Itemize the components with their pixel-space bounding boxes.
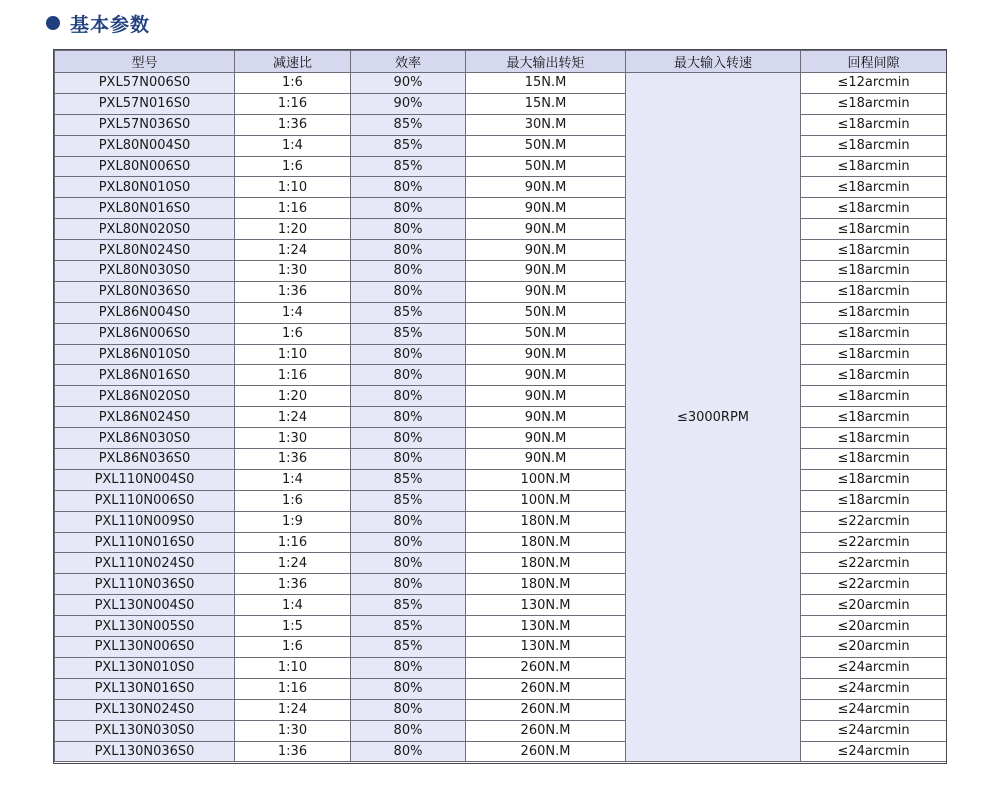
- ratio-cell: 1:4: [235, 302, 351, 323]
- ratio-cell: 1:6: [235, 323, 351, 344]
- table-row: [55, 699, 947, 720]
- section-heading: [46, 10, 150, 36]
- model-cell: PXL80N030S0: [55, 261, 235, 282]
- torque-cell: 90N.M: [466, 219, 626, 240]
- torque-cell: 90N.M: [466, 240, 626, 261]
- model-cell: PXL86N024S0: [55, 407, 235, 428]
- backlash-cell: ≤24arcmin: [801, 657, 947, 678]
- torque-cell: 90N.M: [466, 407, 626, 428]
- backlash-cell: ≤18arcmin: [801, 323, 947, 344]
- table-row: [55, 135, 947, 156]
- ratio-cell: 1:16: [235, 198, 351, 219]
- backlash-cell: ≤20arcmin: [801, 616, 947, 637]
- model-cell: PXL57N016S0: [55, 93, 235, 114]
- table-row: [55, 574, 947, 595]
- model-cell: PXL110N006S0: [55, 490, 235, 511]
- ratio-cell: 1:4: [235, 135, 351, 156]
- ratio-cell: 1:5: [235, 616, 351, 637]
- backlash-cell: ≤20arcmin: [801, 595, 947, 616]
- model-cell: PXL110N036S0: [55, 574, 235, 595]
- backlash-cell: ≤18arcmin: [801, 407, 947, 428]
- header-backlash: 回程间隙: [801, 51, 947, 73]
- ratio-cell: 1:16: [235, 532, 351, 553]
- ratio-cell: 1:36: [235, 449, 351, 470]
- ratio-cell: 1:16: [235, 365, 351, 386]
- model-cell: PXL86N030S0: [55, 428, 235, 449]
- ratio-cell: 1:6: [235, 73, 351, 94]
- model-cell: PXL86N036S0: [55, 449, 235, 470]
- table-row: [55, 595, 947, 616]
- ratio-cell: 1:4: [235, 595, 351, 616]
- efficiency-cell: 85%: [351, 469, 466, 490]
- ratio-cell: 1:16: [235, 678, 351, 699]
- efficiency-cell: 80%: [351, 699, 466, 720]
- table-row: [55, 428, 947, 449]
- table-row: [55, 261, 947, 282]
- table-row: [55, 553, 947, 574]
- bullet-icon: [46, 16, 60, 30]
- backlash-cell: ≤12arcmin: [801, 73, 947, 94]
- model-cell: PXL80N006S0: [55, 156, 235, 177]
- backlash-cell: ≤18arcmin: [801, 93, 947, 114]
- model-cell: PXL57N006S0: [55, 73, 235, 94]
- efficiency-cell: 85%: [351, 595, 466, 616]
- torque-cell: 50N.M: [466, 135, 626, 156]
- torque-cell: 90N.M: [466, 344, 626, 365]
- backlash-cell: ≤18arcmin: [801, 449, 947, 470]
- ratio-cell: 1:24: [235, 699, 351, 720]
- torque-cell: 130N.M: [466, 595, 626, 616]
- efficiency-cell: 80%: [351, 741, 466, 762]
- efficiency-cell: 85%: [351, 302, 466, 323]
- ratio-cell: 1:10: [235, 657, 351, 678]
- efficiency-cell: 80%: [351, 365, 466, 386]
- efficiency-cell: 80%: [351, 344, 466, 365]
- ratio-cell: 1:24: [235, 553, 351, 574]
- ratio-cell: 1:36: [235, 281, 351, 302]
- ratio-cell: 1:36: [235, 114, 351, 135]
- table-row: [55, 93, 947, 114]
- backlash-cell: ≤18arcmin: [801, 114, 947, 135]
- table-row: [55, 386, 947, 407]
- backlash-cell: ≤18arcmin: [801, 261, 947, 282]
- header-max-output-torque: 最大输出转矩: [466, 51, 626, 73]
- model-cell: PXL110N024S0: [55, 553, 235, 574]
- ratio-cell: 1:24: [235, 240, 351, 261]
- backlash-cell: ≤18arcmin: [801, 365, 947, 386]
- torque-cell: 15N.M: [466, 93, 626, 114]
- model-cell: PXL130N030S0: [55, 720, 235, 741]
- table-row: [55, 156, 947, 177]
- ratio-cell: 1:6: [235, 490, 351, 511]
- ratio-cell: 1:30: [235, 261, 351, 282]
- efficiency-cell: 90%: [351, 93, 466, 114]
- efficiency-cell: 85%: [351, 323, 466, 344]
- model-cell: PXL80N024S0: [55, 240, 235, 261]
- max-input-speed-cell: ≤3000RPM: [626, 73, 801, 762]
- backlash-cell: ≤22arcmin: [801, 574, 947, 595]
- ratio-cell: 1:16: [235, 93, 351, 114]
- table-row: [55, 407, 947, 428]
- model-cell: PXL130N006S0: [55, 637, 235, 658]
- torque-cell: 180N.M: [466, 532, 626, 553]
- torque-cell: 260N.M: [466, 741, 626, 762]
- backlash-cell: ≤18arcmin: [801, 490, 947, 511]
- table-row: [55, 678, 947, 699]
- torque-cell: 50N.M: [466, 156, 626, 177]
- model-cell: PXL130N010S0: [55, 657, 235, 678]
- table-row: [55, 616, 947, 637]
- table-row: [55, 114, 947, 135]
- table-row: [55, 73, 947, 94]
- model-cell: PXL130N004S0: [55, 595, 235, 616]
- model-cell: PXL130N016S0: [55, 678, 235, 699]
- torque-cell: 30N.M: [466, 114, 626, 135]
- table-row: [55, 511, 947, 532]
- table-row: [55, 344, 947, 365]
- efficiency-cell: 80%: [351, 198, 466, 219]
- efficiency-cell: 85%: [351, 616, 466, 637]
- torque-cell: 180N.M: [466, 553, 626, 574]
- torque-cell: 15N.M: [466, 73, 626, 94]
- table-row: [55, 637, 947, 658]
- table-row: [55, 469, 947, 490]
- efficiency-cell: 85%: [351, 156, 466, 177]
- spec-table: [54, 50, 947, 762]
- backlash-cell: ≤18arcmin: [801, 156, 947, 177]
- model-cell: PXL57N036S0: [55, 114, 235, 135]
- torque-cell: 90N.M: [466, 428, 626, 449]
- efficiency-cell: 80%: [351, 449, 466, 470]
- ratio-cell: 1:6: [235, 156, 351, 177]
- backlash-cell: ≤22arcmin: [801, 511, 947, 532]
- torque-cell: 260N.M: [466, 699, 626, 720]
- table-row: [55, 323, 947, 344]
- backlash-cell: ≤24arcmin: [801, 678, 947, 699]
- backlash-cell: ≤24arcmin: [801, 699, 947, 720]
- torque-cell: 260N.M: [466, 678, 626, 699]
- model-cell: PXL86N010S0: [55, 344, 235, 365]
- efficiency-cell: 85%: [351, 135, 466, 156]
- table-row: [55, 198, 947, 219]
- backlash-cell: ≤18arcmin: [801, 198, 947, 219]
- torque-cell: 180N.M: [466, 511, 626, 532]
- ratio-cell: 1:36: [235, 741, 351, 762]
- backlash-cell: ≤18arcmin: [801, 428, 947, 449]
- backlash-cell: ≤18arcmin: [801, 240, 947, 261]
- model-cell: PXL130N024S0: [55, 699, 235, 720]
- torque-cell: 260N.M: [466, 657, 626, 678]
- torque-cell: 260N.M: [466, 720, 626, 741]
- ratio-cell: 1:10: [235, 177, 351, 198]
- section-title: 基本参数: [70, 13, 151, 36]
- model-cell: PXL86N016S0: [55, 365, 235, 386]
- efficiency-cell: 80%: [351, 177, 466, 198]
- torque-cell: 100N.M: [466, 490, 626, 511]
- torque-cell: 90N.M: [466, 449, 626, 470]
- torque-cell: 180N.M: [466, 574, 626, 595]
- torque-cell: 100N.M: [466, 469, 626, 490]
- backlash-cell: ≤18arcmin: [801, 302, 947, 323]
- table-row: [55, 302, 947, 323]
- torque-cell: 90N.M: [466, 386, 626, 407]
- torque-cell: 90N.M: [466, 261, 626, 282]
- ratio-cell: 1:9: [235, 511, 351, 532]
- torque-cell: 90N.M: [466, 177, 626, 198]
- torque-cell: 90N.M: [466, 198, 626, 219]
- model-cell: PXL80N010S0: [55, 177, 235, 198]
- table-row: [55, 365, 947, 386]
- ratio-cell: 1:30: [235, 428, 351, 449]
- efficiency-cell: 80%: [351, 532, 466, 553]
- table-body: [55, 73, 947, 762]
- model-cell: PXL130N005S0: [55, 616, 235, 637]
- torque-cell: 130N.M: [466, 616, 626, 637]
- backlash-cell: ≤18arcmin: [801, 469, 947, 490]
- table-row: [55, 741, 947, 762]
- ratio-cell: 1:24: [235, 407, 351, 428]
- efficiency-cell: 80%: [351, 281, 466, 302]
- ratio-cell: 1:4: [235, 469, 351, 490]
- efficiency-cell: 85%: [351, 637, 466, 658]
- backlash-cell: ≤22arcmin: [801, 553, 947, 574]
- efficiency-cell: 80%: [351, 574, 466, 595]
- ratio-cell: 1:30: [235, 720, 351, 741]
- backlash-cell: ≤18arcmin: [801, 219, 947, 240]
- model-cell: PXL86N020S0: [55, 386, 235, 407]
- model-cell: PXL110N009S0: [55, 511, 235, 532]
- header-row: [55, 51, 947, 73]
- efficiency-cell: 80%: [351, 553, 466, 574]
- table-row: [55, 657, 947, 678]
- backlash-cell: ≤18arcmin: [801, 177, 947, 198]
- efficiency-cell: 80%: [351, 240, 466, 261]
- model-cell: PXL130N036S0: [55, 741, 235, 762]
- model-cell: PXL86N004S0: [55, 302, 235, 323]
- efficiency-cell: 80%: [351, 428, 466, 449]
- header-efficiency: 效率: [351, 51, 466, 73]
- efficiency-cell: 90%: [351, 73, 466, 94]
- efficiency-cell: 80%: [351, 511, 466, 532]
- header-max-input-speed: 最大输入转速: [626, 51, 801, 73]
- table-row: [55, 240, 947, 261]
- ratio-cell: 1:36: [235, 574, 351, 595]
- torque-cell: 50N.M: [466, 323, 626, 344]
- table-row: [55, 449, 947, 470]
- backlash-cell: ≤24arcmin: [801, 741, 947, 762]
- ratio-cell: 1:6: [235, 637, 351, 658]
- ratio-cell: 1:20: [235, 386, 351, 407]
- backlash-cell: ≤18arcmin: [801, 386, 947, 407]
- table-row: [55, 219, 947, 240]
- efficiency-cell: 80%: [351, 720, 466, 741]
- model-cell: PXL86N006S0: [55, 323, 235, 344]
- efficiency-cell: 80%: [351, 261, 466, 282]
- header-ratio: 减速比: [235, 51, 351, 73]
- backlash-cell: ≤18arcmin: [801, 135, 947, 156]
- model-cell: PXL80N004S0: [55, 135, 235, 156]
- ratio-cell: 1:10: [235, 344, 351, 365]
- efficiency-cell: 85%: [351, 490, 466, 511]
- backlash-cell: ≤18arcmin: [801, 344, 947, 365]
- efficiency-cell: 80%: [351, 407, 466, 428]
- table-row: [55, 177, 947, 198]
- backlash-cell: ≤24arcmin: [801, 720, 947, 741]
- torque-cell: 50N.M: [466, 302, 626, 323]
- efficiency-cell: 85%: [351, 114, 466, 135]
- table-row: [55, 281, 947, 302]
- backlash-cell: ≤20arcmin: [801, 637, 947, 658]
- torque-cell: 130N.M: [466, 637, 626, 658]
- model-cell: PXL80N020S0: [55, 219, 235, 240]
- efficiency-cell: 80%: [351, 219, 466, 240]
- efficiency-cell: 80%: [351, 657, 466, 678]
- torque-cell: 90N.M: [466, 281, 626, 302]
- efficiency-cell: 80%: [351, 386, 466, 407]
- model-cell: PXL110N004S0: [55, 469, 235, 490]
- model-cell: PXL80N016S0: [55, 198, 235, 219]
- model-cell: PXL110N016S0: [55, 532, 235, 553]
- table-row: [55, 720, 947, 741]
- model-cell: PXL80N036S0: [55, 281, 235, 302]
- header-model: 型号: [55, 51, 235, 73]
- ratio-cell: 1:20: [235, 219, 351, 240]
- backlash-cell: ≤18arcmin: [801, 281, 947, 302]
- efficiency-cell: 80%: [351, 678, 466, 699]
- table-row: [55, 490, 947, 511]
- table-row: [55, 532, 947, 553]
- torque-cell: 90N.M: [466, 365, 626, 386]
- backlash-cell: ≤22arcmin: [801, 532, 947, 553]
